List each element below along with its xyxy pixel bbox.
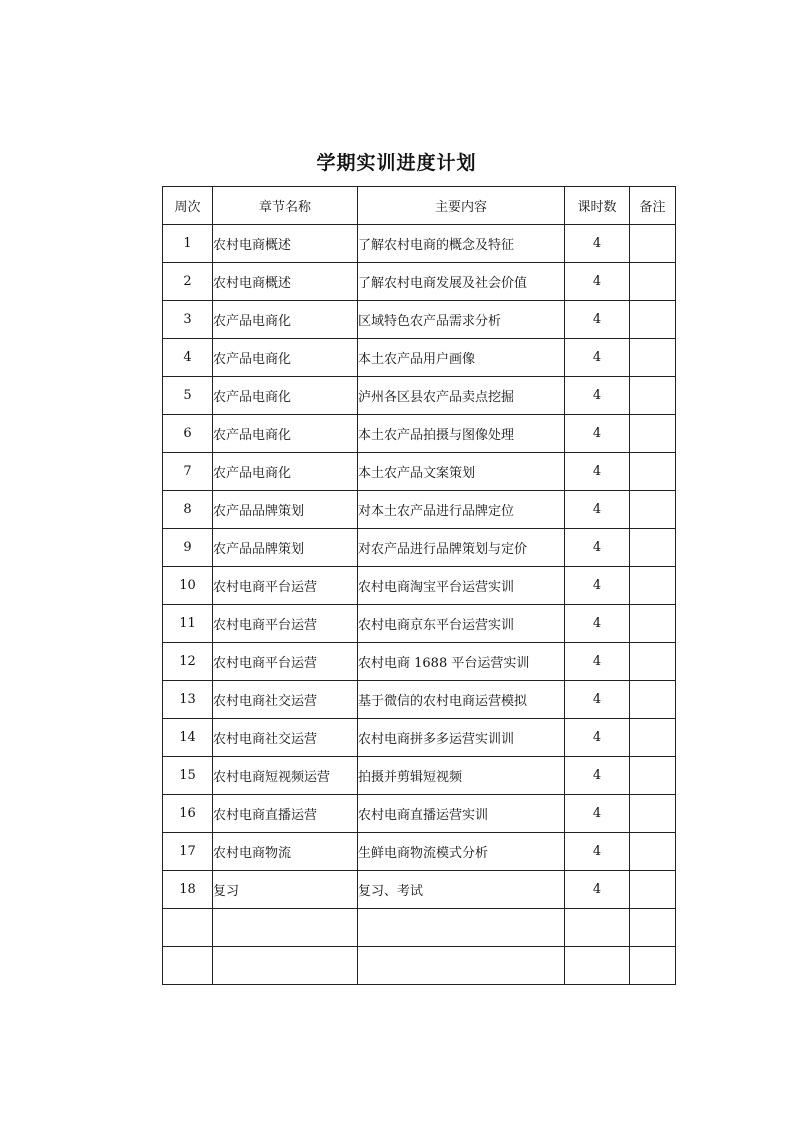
week-cell: 4: [163, 339, 213, 377]
notes-cell: [630, 377, 676, 415]
week-cell: 13: [163, 681, 213, 719]
header-notes: 备注: [630, 187, 676, 225]
week-cell: 17: [163, 833, 213, 871]
chapter-cell: 农村电商概述: [213, 263, 358, 301]
content-cell: 农村电商直播运营实训: [358, 795, 565, 833]
chapter-cell: 农村电商社交运营: [213, 681, 358, 719]
table-row: [163, 529, 676, 567]
notes-cell: [630, 567, 676, 605]
content-cell: 本土农产品用户画像: [358, 339, 565, 377]
hours-cell: 4: [565, 453, 630, 491]
week-cell: 10: [163, 567, 213, 605]
chapter-cell: 农产品品牌策划: [213, 529, 358, 567]
hours-cell: 4: [565, 833, 630, 871]
week-cell: 7: [163, 453, 213, 491]
notes-cell: [630, 947, 676, 985]
week-cell: 18: [163, 871, 213, 909]
hours-cell: 4: [565, 339, 630, 377]
table-row: [163, 567, 676, 605]
content-cell: 农村电商淘宝平台运营实训: [358, 567, 565, 605]
notes-cell: [630, 415, 676, 453]
hours-cell: 4: [565, 529, 630, 567]
notes-cell: [630, 909, 676, 947]
table-row: [163, 719, 676, 757]
week-cell: 16: [163, 795, 213, 833]
table-row: [163, 225, 676, 263]
content-cell: 泸州各区县农产品卖点挖掘: [358, 377, 565, 415]
table-row: [163, 871, 676, 909]
notes-cell: [630, 719, 676, 757]
hours-cell: 4: [565, 871, 630, 909]
content-cell: 对农产品进行品牌策划与定价: [358, 529, 565, 567]
hours-cell: 4: [565, 719, 630, 757]
week-cell: 8: [163, 491, 213, 529]
notes-cell: [630, 871, 676, 909]
content-cell: 农村电商京东平台运营实训: [358, 605, 565, 643]
week-cell: 2: [163, 263, 213, 301]
week-cell: [163, 947, 213, 985]
hours-cell: 4: [565, 263, 630, 301]
content-cell: [358, 909, 565, 947]
notes-cell: [630, 681, 676, 719]
table-row: [163, 377, 676, 415]
header-hours: 课时数: [565, 187, 630, 225]
hours-cell: 4: [565, 795, 630, 833]
hours-cell: 4: [565, 225, 630, 263]
week-cell: 6: [163, 415, 213, 453]
table-row: [163, 909, 676, 947]
table-row: [163, 643, 676, 681]
table-row: [163, 263, 676, 301]
chapter-cell: 农产品品牌策划: [213, 491, 358, 529]
notes-cell: [630, 643, 676, 681]
content-cell: [358, 947, 565, 985]
chapter-cell: 农村电商概述: [213, 225, 358, 263]
schedule-table: [162, 186, 676, 985]
chapter-cell: 复习: [213, 871, 358, 909]
chapter-cell: 农村电商平台运营: [213, 567, 358, 605]
chapter-cell: 农村电商短视频运营: [213, 757, 358, 795]
content-cell: 基于微信的农村电商运营模拟: [358, 681, 565, 719]
notes-cell: [630, 491, 676, 529]
week-cell: 12: [163, 643, 213, 681]
header-week: 周次: [163, 187, 213, 225]
hours-cell: 4: [565, 757, 630, 795]
chapter-cell: 农产品电商化: [213, 339, 358, 377]
content-cell: 区域特色农产品需求分析: [358, 301, 565, 339]
table-row: [163, 301, 676, 339]
content-cell: 生鲜电商物流模式分析: [358, 833, 565, 871]
content-cell: 拍摄并剪辑短视频: [358, 757, 565, 795]
chapter-cell: [213, 947, 358, 985]
hours-cell: 4: [565, 643, 630, 681]
hours-cell: 4: [565, 301, 630, 339]
chapter-cell: 农产品电商化: [213, 415, 358, 453]
chapter-cell: [213, 909, 358, 947]
notes-cell: [630, 339, 676, 377]
notes-cell: [630, 225, 676, 263]
content-cell: 了解农村电商的概念及特征: [358, 225, 565, 263]
table-body: [163, 225, 676, 985]
chapter-cell: 农产品电商化: [213, 377, 358, 415]
hours-cell: 4: [565, 415, 630, 453]
notes-cell: [630, 301, 676, 339]
week-cell: 15: [163, 757, 213, 795]
header-content: 主要内容: [358, 187, 565, 225]
notes-cell: [630, 453, 676, 491]
week-cell: 14: [163, 719, 213, 757]
chapter-cell: 农产品电商化: [213, 301, 358, 339]
chapter-cell: 农村电商直播运营: [213, 795, 358, 833]
hours-cell: 4: [565, 605, 630, 643]
page-title: 学期实训进度计划: [316, 152, 477, 174]
chapter-cell: 农村电商平台运营: [213, 643, 358, 681]
chapter-cell: 农村电商物流: [213, 833, 358, 871]
hours-cell: 4: [565, 567, 630, 605]
notes-cell: [630, 529, 676, 567]
table-row: [163, 833, 676, 871]
hours-cell: 4: [565, 491, 630, 529]
notes-cell: [630, 263, 676, 301]
content-cell: 对本土农产品进行品牌定位: [358, 491, 565, 529]
week-cell: 1: [163, 225, 213, 263]
content-cell: 本土农产品拍摄与图像处理: [358, 415, 565, 453]
hours-cell: [565, 909, 630, 947]
hours-cell: 4: [565, 377, 630, 415]
table-row: [163, 339, 676, 377]
content-cell: 农村电商拼多多运营实训训: [358, 719, 565, 757]
table-row: [163, 795, 676, 833]
table-row: [163, 453, 676, 491]
header-chapter: 章节名称: [213, 187, 358, 225]
notes-cell: [630, 605, 676, 643]
table-row: [163, 757, 676, 795]
content-cell: 了解农村电商发展及社会价值: [358, 263, 565, 301]
table-header-row: [163, 187, 676, 225]
week-cell: 3: [163, 301, 213, 339]
table-row: [163, 415, 676, 453]
table-row: [163, 491, 676, 529]
notes-cell: [630, 795, 676, 833]
content-cell: 复习、考试: [358, 871, 565, 909]
hours-cell: 4: [565, 681, 630, 719]
table-row: [163, 947, 676, 985]
notes-cell: [630, 757, 676, 795]
week-cell: 5: [163, 377, 213, 415]
table-row: [163, 605, 676, 643]
content-cell: 本土农产品文案策划: [358, 453, 565, 491]
chapter-cell: 农村电商平台运营: [213, 605, 358, 643]
notes-cell: [630, 833, 676, 871]
week-cell: 9: [163, 529, 213, 567]
table-row: [163, 681, 676, 719]
hours-cell: [565, 947, 630, 985]
week-cell: 11: [163, 605, 213, 643]
chapter-cell: 农产品电商化: [213, 453, 358, 491]
chapter-cell: 农村电商社交运营: [213, 719, 358, 757]
week-cell: [163, 909, 213, 947]
content-cell: 农村电商 1688 平台运营实训: [358, 643, 565, 681]
